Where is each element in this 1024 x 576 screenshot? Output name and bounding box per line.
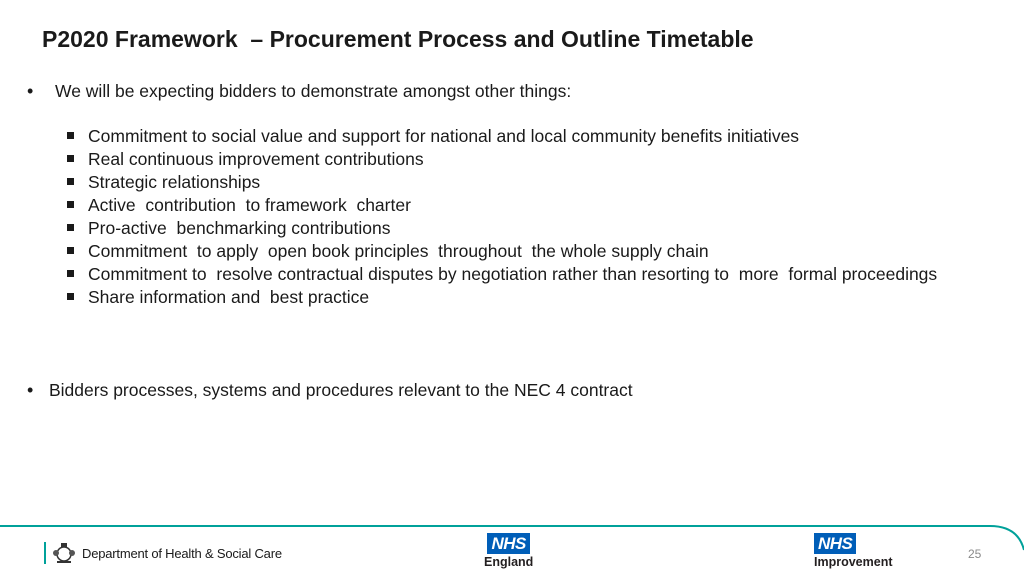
bullet-dot: • bbox=[27, 81, 34, 101]
square-bullet-icon bbox=[67, 178, 74, 185]
square-bullet-icon bbox=[67, 247, 74, 254]
list-item bbox=[64, 240, 944, 263]
nhs-england-logo bbox=[484, 533, 533, 569]
nhs-improvement-logo bbox=[814, 533, 893, 569]
list-item-text: Strategic relationships bbox=[88, 172, 261, 192]
slide-title: P2020 Framework – Procurement Process and Outline Timetable bbox=[42, 26, 754, 52]
list-item bbox=[64, 171, 944, 194]
dhsc-logo bbox=[44, 541, 282, 565]
list-item bbox=[64, 194, 944, 217]
list-item-text: Commitment to apply open book principles throughout the whole supply chain bbox=[88, 241, 709, 261]
nhs-improvement-label: Improvement bbox=[814, 555, 893, 569]
square-bullet-icon bbox=[67, 293, 74, 300]
list-item-text: Commitment to resolve contractual disputes by negotiation rather than resorting to more formal proceedings bbox=[88, 264, 938, 284]
list-item bbox=[64, 148, 944, 171]
page-number: 25 bbox=[968, 547, 982, 561]
square-bullet-icon bbox=[67, 201, 74, 208]
list-item bbox=[64, 286, 944, 309]
nhs-england-label: England bbox=[484, 555, 534, 569]
list-item-text: Pro-active benchmarking contributions bbox=[88, 218, 391, 238]
square-bullet-icon bbox=[67, 270, 74, 277]
square-bullet-icon bbox=[67, 224, 74, 231]
square-bullet-icon bbox=[67, 155, 74, 162]
list-item-text: Real continuous improvement contributions bbox=[88, 149, 424, 169]
list-item bbox=[64, 217, 944, 240]
list-item bbox=[64, 263, 944, 286]
dhsc-text: Department of Health & Social Care bbox=[82, 545, 282, 561]
nhs-badge: NHS bbox=[487, 533, 529, 554]
sub-bullet-list bbox=[64, 125, 944, 309]
dhsc-accent-bar bbox=[44, 542, 46, 564]
list-item bbox=[64, 125, 944, 148]
nhs-badge: NHS bbox=[814, 533, 856, 554]
royal-crest-icon bbox=[52, 542, 76, 564]
main-bullet-1-text: We will be expecting bidders to demonstrate amongst other things: bbox=[55, 81, 572, 101]
list-item-text: Commitment to social value and support for national and local community benefits initiatives bbox=[88, 126, 800, 146]
square-bullet-icon bbox=[67, 132, 74, 139]
bullet-dot: • bbox=[27, 380, 34, 400]
list-item-text: Share information and best practice bbox=[88, 287, 370, 307]
list-item-text: Active contribution to framework charter bbox=[88, 195, 411, 215]
main-bullet-2-text: Bidders processes, systems and procedures relevant to the NEC 4 contract bbox=[49, 380, 633, 400]
